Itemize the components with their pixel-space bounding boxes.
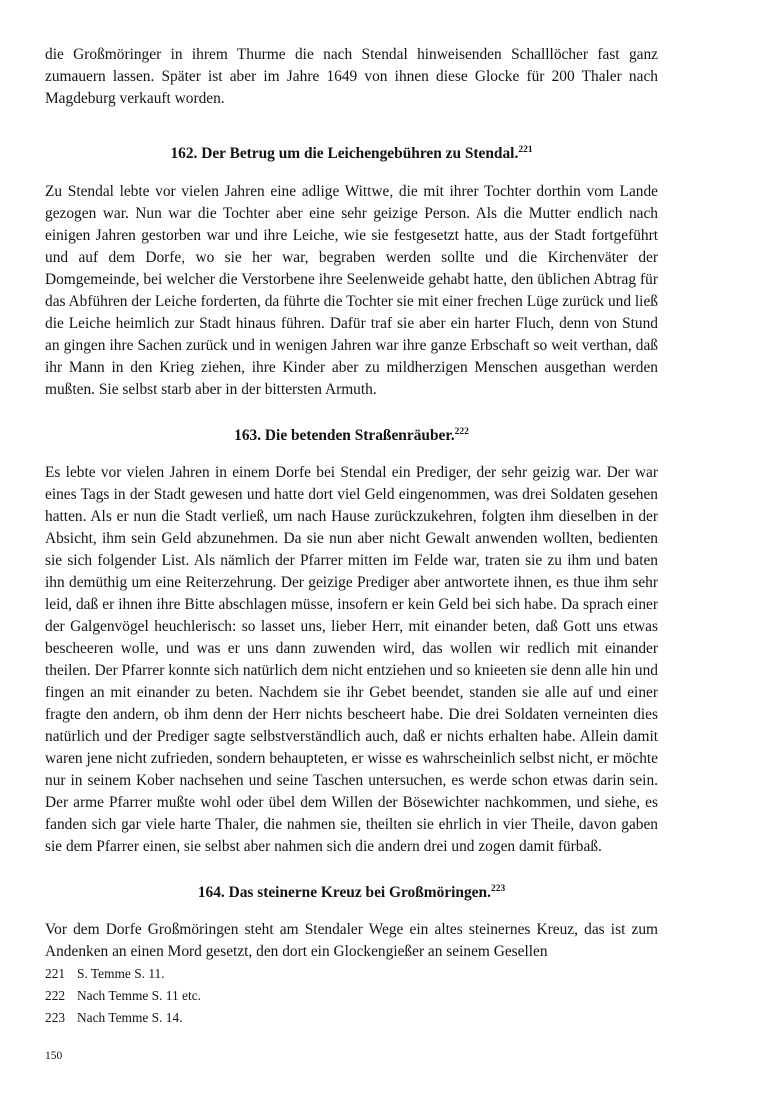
footnote-ref-222: 222 [454,427,469,437]
paragraph-163: Es lebte vor vielen Jahren in einem Dorfe bei Stendal ein Prediger, der sehr geizig war. Der war eines Tags in der Stadt gewesen und hatte dort viel Geld eingenommen, was drei Soldaten gesehen hatten. Als er nun die Stadt verließ, um nach Hause zurückzukehren, folgten ihm dieselben in der Absicht, ihm sein Geld abzunehmen. Da sie nun aber nicht Gewalt anwenden wollten, bedienten sie sich folgender List. Als nämlich der Pfarrer mitten im Felde war, traten sie zu ihm und baten ihn demüthig um eine Reiterzehrung. Der geizige Prediger aber antwortete ihnen, es thue ihm sehr leid, daß er ihnen ihre Bitte abschlagen müsse, insofern er kein Geld bei sich habe. Da sprach einer der Galgenvögel heuchlerisch: so lasset uns, lieber Herr, mit einander beten, daß Gott uns etwas bescheeren wolle, und was er uns dann zuwenden wird, das wollen wir redlich mit einander theilen. Der Pfarrer konnte sich natürlich dem nicht entziehen und so knieeten sie denn alle hin und fingen an mit einander zu beten. Nachdem sie ihr Gebet beendet, standen sie alle auf und einer fragte den andern, ob ihm denn der Herr nichts bescheert habe. Die drei Soldaten verneinten dies natürlich und der Prediger sagte selbstverständlich auch, daß er nichts erhalten habe. Allein damit waren jene nicht zufrieden, sondern behaupteten, er wisse es wahrscheinlich selbst nicht, er möchte nur in seinem Kober nachsehen und seine Taschen untersuchen, es werde schon etwas darin sein. Der arme Pfarrer mußte wohl oder übel dem Willen der Bösewichter nachkommen, und siehe, es fanden sich gar viele harte Thaler, die nahmen sie, theilten sie ehrlich in vier Theile, davon gaben sie dem Pfarrer einen, sie selbst aber nahmen sich die andern drei und zogen damit fürbaß. [45,464,658,855]
footnotes [45,963,658,1029]
heading-163 [45,425,658,449]
footnote-text: S. Temme S. 11. [77,966,165,981]
heading-163-text: 163. Die betenden Straßenräuber. [234,427,455,444]
footnote-221 [45,963,658,985]
paragraph-162: Zu Stendal lebte vor vielen Jahren eine adlige Wittwe, die mit ihrer Tochter dorthin vom Lande gezogen war. Nun war die Tochter aber eine sehr geizige Person. Als die Mutter endlich nach einigen Jahren gestorben war und ihre Leiche, wie sie festgesetzt hatte, aus der Stadt fortgeführt und auf dem Dorfe, wo sie her war, begraben werden sollte und die Kirchenväter der Domgemeinde, bei welcher die Verstorbene ihre Seelenweide gehabt hatte, den üblichen Abtrag für das Abführen der Leiche forderten, da führte die Tochter sie mit einer frechen Lüge zurück und ließ die Leiche heimlich zur Stadt hinaus führen. Dafür traf sie aber ein harter Fluch, denn von Stund an gingen ihre Sachen zurück und in wenigen Jahren war ihre ganze Erbschaft so weit verthan, daß ihr Mann in den Krieg ziehen, ihre Kinder aber zu mildherzigen Menschen ausgethan werden mußten. Sie selbst starb aber in der bittersten Armuth. [45,183,658,398]
paragraph-164: Vor dem Dorfe Großmöringen steht am Stendaler Wege ein altes steinernes Kreuz, das ist zum Andenken an einen Mord gesetzt, den dort ein Glockengießer an seinem Gesellen [45,921,658,960]
heading-162 [45,143,658,167]
footnote-ref-223: 223 [490,884,506,894]
footnote-223 [45,1007,658,1029]
intro-paragraph: die Großmöringer in ihrem Thurme die nach Stendal hinweisenden Schalllöcher fast ganz zumauern lassen. Später ist aber im Jahre 1649 von ihnen diese Glocke für 200 Thaler nach Magdeburg verkauft worden. [45,46,658,107]
footnote-222 [45,985,658,1007]
heading-164-text: 164. Das steinerne Kreuz bei Großmöringen. [197,884,491,901]
page-body [45,44,658,963]
footnote-number: 223 [45,1010,66,1025]
footnote-number: 221 [45,966,66,981]
footnote-text: Nach Temme S. 14. [77,1010,183,1025]
heading-164 [45,882,658,906]
footnote-ref-221: 221 [518,145,533,155]
footnote-number: 222 [45,988,66,1003]
heading-162-text: 162. Der Betrug um die Leichengebühren zu Stendal. [170,145,519,162]
footnote-text: Nach Temme S. 11 etc. [77,988,202,1003]
page-number: 150 [45,1050,63,1062]
